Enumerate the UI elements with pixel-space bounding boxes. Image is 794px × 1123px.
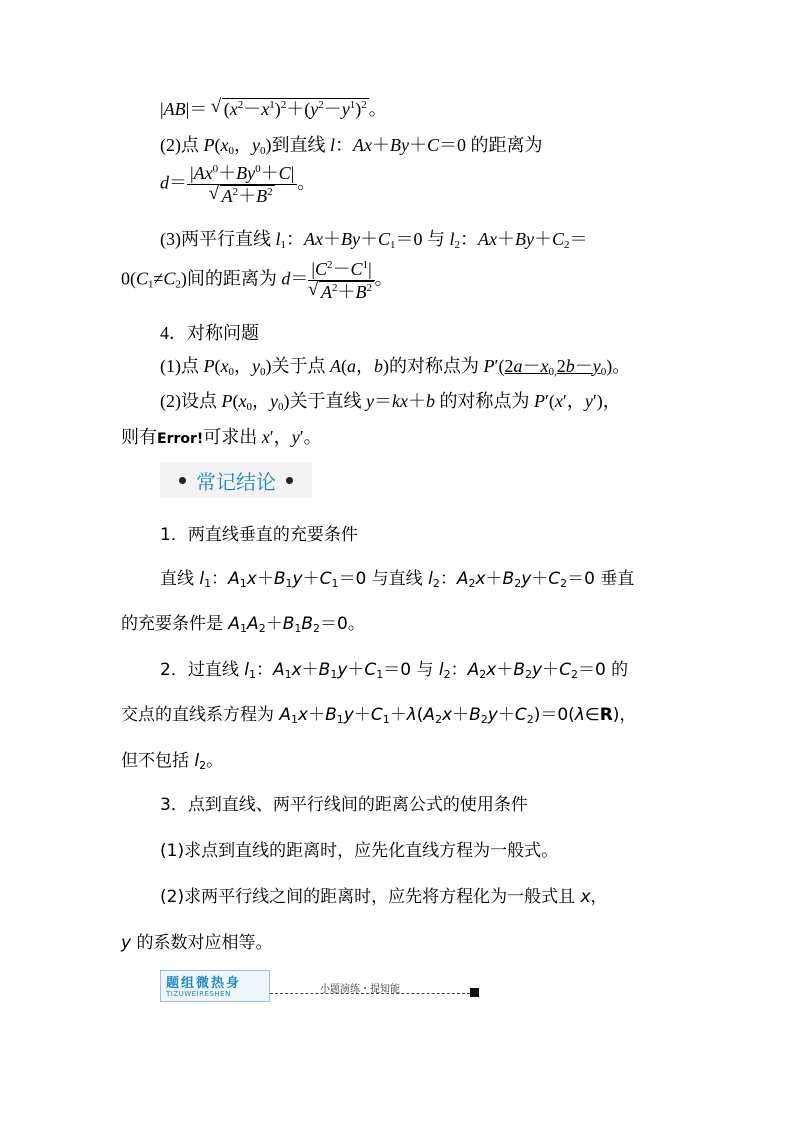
- formula-ab-distance: |AB|＝ √ $(x^2-x^1)^2+(y^2-y^1)^2$ 。: [160, 98, 387, 120]
- conclusion3-item2-cont: y 的系数对应相等。: [121, 933, 273, 953]
- banner-title: 题组微热身: [166, 976, 242, 991]
- parallel-distance-formula: $0(C_1\ne C_2)$间的距离为 d＝ $|C^2-C^1|$ √ $A^2+B^2$ 。: [121, 258, 393, 303]
- banner-subtitle: 小题演练・提知能: [320, 984, 400, 995]
- conclusion3-heading: 3．点到直线、两平行线间的距离公式的使用条件: [160, 795, 528, 815]
- conclusion3-item1: (1)求点到直线的距离时，应先化直线方程为一般式。: [160, 841, 559, 861]
- practice-banner: [160, 966, 480, 1006]
- point-line-distance-formula: d＝ $|Ax^0+By^0+C|$ √ $A^2+B^2$ 。: [160, 162, 315, 207]
- symmetry-line-item-cont: 则有Error!可求出 x′，y′。: [121, 427, 322, 447]
- symmetry-line-item: (2)设点 $P(x_0$，$y_0$)关于直线 y＝kx＋b 的对称点为 P′(x′，y′)，: [160, 391, 621, 413]
- point-line-distance-intro: (2)点 $P(x_0$，$y_0$)到直线 l：Ax＋By＋C＝0 的距离为: [160, 135, 543, 157]
- conclusion3-item2: (2)求两平行线之间的距离时，应先将方程化为一般式且 x，: [160, 887, 608, 907]
- bullet-dot-icon: [179, 477, 186, 484]
- banner-divider: [270, 993, 470, 994]
- conclusions-badge: [160, 462, 312, 498]
- section4-heading: 4．对称问题: [160, 323, 259, 343]
- conclusion2-line3: 但不包括 $l_2$。: [121, 751, 224, 772]
- square-marker-icon: [470, 988, 479, 997]
- conclusion1-line2: 的充要条件是 $A_1A_2+B_1B_2=0$。: [121, 614, 365, 635]
- conclusion1-line1: 直线 $l_1$：$A_1x+B_1y+C_1=0$ 与直线 $l_2$：$A_2x+B_2y+C_2=0$ 垂直: [160, 569, 635, 590]
- symmetry-point-item: (1)点 $P(x_0$，$y_0$)关于点 A(a，b)的对称点为 $P'(2a-x_{0,}2b-y_0)$。: [160, 356, 631, 378]
- error-text: Error!: [157, 431, 204, 447]
- conclusion1-heading: 1．两直线垂直的充要条件: [160, 525, 358, 545]
- bullet-dot-icon: [286, 477, 293, 484]
- parallel-distance-intro: (3)两平行直线 $l_1$：$Ax+By+C_1=0$ 与 $l_2$：$Ax+By+C_2=$: [160, 229, 588, 251]
- conclusion2-line2: 交点的直线系方程为 $A_1x+B_1y+C_1+\lambda(A_2x+B_2y+C_2)=0(\lambda\in R)$，: [121, 705, 637, 726]
- badge-title: 常记结论: [196, 469, 276, 494]
- banner-title-pinyin: TIZUWEIRESHEN: [166, 990, 231, 998]
- conclusion2-line1: 2．过直线 $l_1$：$A_1x+B_1y+C_1=0$ 与 $l_2$：$A_2x+B_2y+C_2=0$ 的: [160, 660, 629, 681]
